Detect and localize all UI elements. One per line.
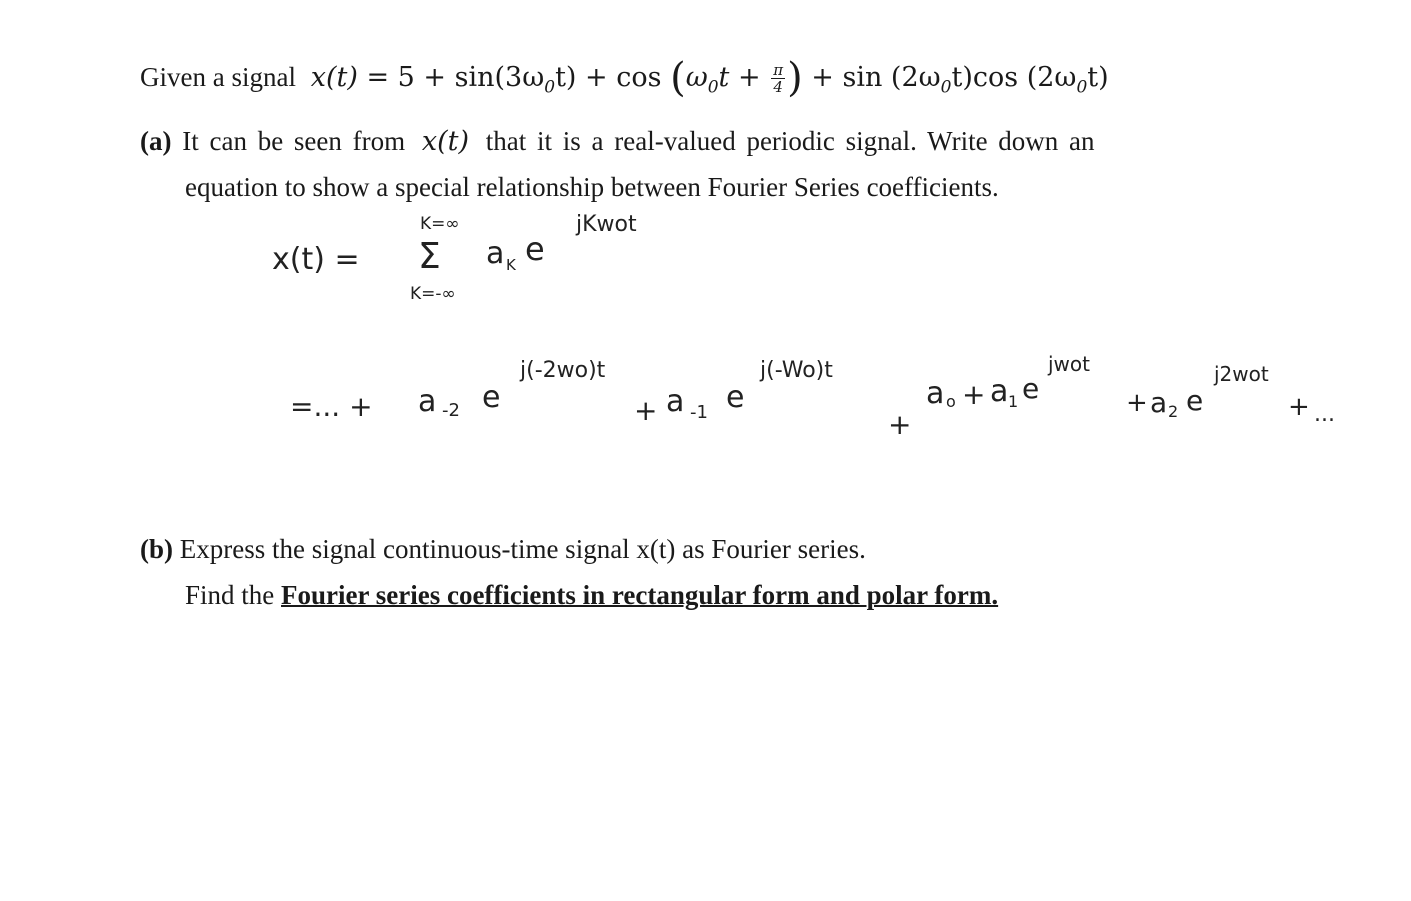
expr-tail-3: t)	[1087, 62, 1109, 93]
hw-exp4: j2wot	[1214, 362, 1269, 386]
part-b-text-1: Express the signal continuous-time signal x(t) as Fourier series.	[179, 534, 866, 564]
part-b-line-1	[140, 534, 866, 565]
part-a-line-1	[140, 126, 1095, 157]
hw-term-a: a	[486, 236, 505, 271]
expr-sub-1: 0	[544, 77, 556, 98]
hw-exp1: j(-2wo)t	[520, 358, 606, 383]
hw-term-exp: jKwot	[576, 212, 637, 237]
part-b-line-2	[185, 580, 998, 611]
hw-line2-start: =... +	[290, 390, 373, 423]
hw-a1: a	[990, 374, 1009, 409]
signal-name: x(t)	[310, 62, 358, 93]
frac-num: π	[773, 61, 784, 79]
hw-e4: e	[1186, 384, 1204, 417]
expr-tail-sub-2: 0	[1076, 77, 1088, 98]
part-a-label: (a)	[140, 126, 172, 156]
open-paren: (	[670, 55, 686, 101]
hw-a-minus1: a	[666, 384, 685, 419]
expr-part-1: = 5 + sin(3ω	[366, 62, 545, 93]
expr-tail-sub-1: 0	[940, 77, 952, 98]
hw-sigma-upper: K=∞	[420, 214, 460, 234]
hw-a0-sub: o	[946, 392, 956, 411]
expr-tail-1: + sin (2ω	[811, 62, 941, 93]
part-b-text-2b: Fourier series coefficients in rectangular form and polar form.	[281, 580, 999, 610]
hw-e1: e	[482, 380, 501, 415]
hw-exp3: jwot	[1048, 352, 1090, 376]
expr-tail-2: t)cos (2ω	[951, 62, 1077, 93]
hw-term-e: e	[525, 230, 545, 268]
hw-term-sub: K	[506, 256, 516, 274]
part-a-text-1b: that it is a real-valued periodic signal. Write down an	[485, 126, 1095, 156]
hw-plus2: +	[888, 408, 912, 441]
hw-plus4: +	[1126, 388, 1148, 418]
part-b-text-2a: Find the	[185, 580, 275, 610]
frac-den: 4	[773, 78, 783, 96]
hw-dots: ...	[1314, 402, 1335, 427]
inner-rest: t +	[718, 62, 761, 93]
hw-sigma: Σ	[418, 236, 441, 277]
part-a-text-2: equation to show a special relationship between Fourier Series coefficients.	[185, 172, 999, 202]
part-a-xt: x(t)	[421, 126, 470, 157]
hw-plus3: +	[962, 378, 986, 411]
hw-plus1: +	[634, 394, 658, 427]
hw-a2-sub: 2	[1168, 402, 1179, 421]
hw-e2: e	[726, 380, 745, 415]
part-b-label: (b)	[140, 534, 173, 564]
hw-a-minus2: a	[418, 384, 437, 419]
hw-line1-lhs: x(t) =	[272, 242, 360, 277]
part-a-text-1a: It can be seen from	[182, 126, 406, 156]
hw-a-minus2-sub: -2	[442, 400, 460, 421]
hw-e3: e	[1022, 372, 1040, 405]
problem-statement	[140, 55, 1109, 101]
hw-sigma-lower: K=-∞	[410, 284, 456, 304]
hw-a0: a	[926, 376, 945, 411]
hw-a1-sub: 1	[1008, 392, 1019, 411]
inner-sub: 0	[707, 77, 719, 98]
problem-lead: Given a signal	[140, 62, 296, 92]
close-paren: )	[787, 55, 803, 101]
hw-plus5: +	[1288, 392, 1310, 422]
part-a-line-2	[185, 172, 999, 203]
signal-expression	[310, 55, 1109, 101]
inner-omega: ω	[685, 62, 708, 93]
hw-exp2: j(-Wo)t	[760, 358, 833, 383]
hw-a2: a	[1150, 386, 1168, 419]
pi-over-four	[771, 62, 785, 95]
hw-a-minus1-sub: -1	[690, 402, 708, 423]
expr-part-2: t) + cos	[555, 62, 662, 93]
